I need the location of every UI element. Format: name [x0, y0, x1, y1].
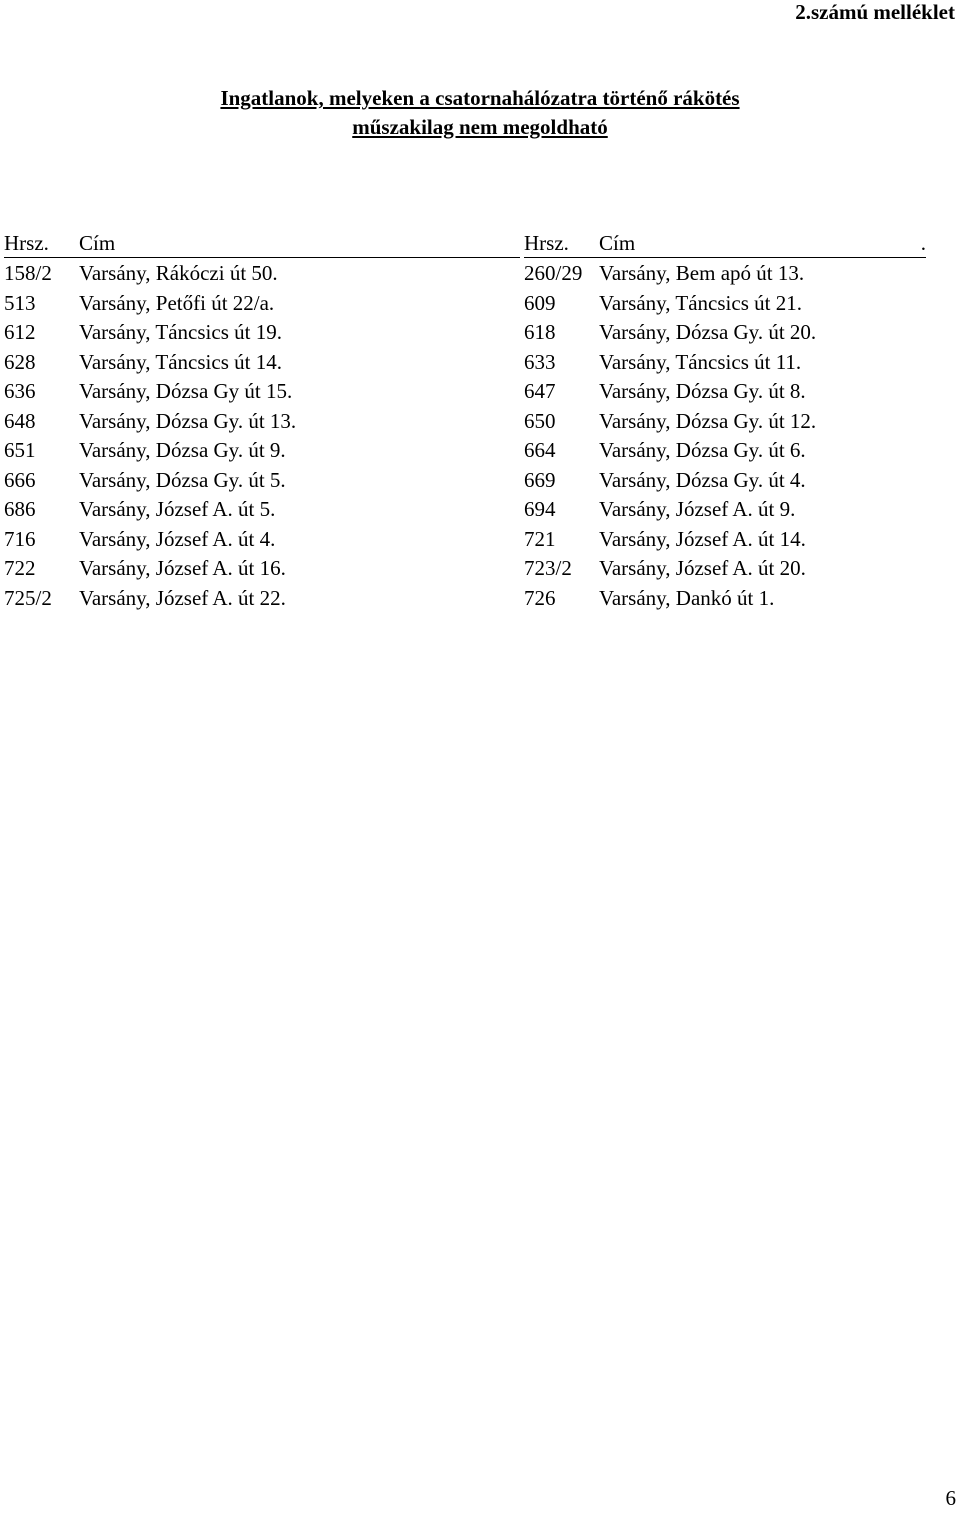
- address-cell: Varsány, József A. út 22.: [79, 585, 286, 610]
- right-table-header: [524, 229, 926, 258]
- address-cell: Varsány, Dózsa Gy. út 20.: [599, 320, 817, 344]
- table-row: [4, 289, 520, 319]
- table-row: [524, 318, 926, 348]
- hrsz-cell: 633: [524, 349, 556, 374]
- hrsz-cell: 260/29: [524, 261, 583, 285]
- hrsz-cell: 721: [524, 526, 556, 551]
- address-cell: Varsány, József A. út 5.: [79, 497, 276, 521]
- address-cell: Varsány, Dózsa Gy. út 4.: [599, 467, 806, 492]
- table-row: [4, 259, 520, 289]
- hrsz-cell: 723/2: [524, 556, 572, 580]
- table-row: [524, 436, 926, 466]
- hrsz-cell: 666: [4, 467, 36, 492]
- left-table-header: [4, 229, 520, 258]
- table-row: [4, 348, 520, 378]
- address-cell: Varsány, Dózsa Gy. út 5.: [79, 467, 286, 492]
- address-cell: Varsány, Táncsics út 11.: [599, 349, 802, 374]
- table-row: [4, 525, 520, 555]
- table-row: [4, 407, 520, 437]
- address-cell: Varsány, Dózsa Gy. út 12.: [599, 408, 817, 433]
- page-number: 6: [945, 1486, 956, 1510]
- address-cell: Varsány, József A. út 20.: [599, 556, 806, 580]
- hrsz-cell: 722: [4, 556, 36, 580]
- table-row: [524, 348, 926, 378]
- hrsz-cell: 726: [524, 585, 556, 610]
- table-row: [4, 554, 520, 584]
- hrsz-cell: 686: [4, 497, 36, 521]
- address-cell: Varsány, Dózsa Gy. út 6.: [599, 438, 806, 462]
- address-cell: Varsány, Táncsics út 19.: [79, 320, 282, 344]
- hrsz-cell: 628: [4, 349, 36, 374]
- address-cell: Varsány, József A. út 4.: [79, 526, 276, 551]
- right-header-cim: Cím: [599, 231, 636, 255]
- address-cell: Varsány, Táncsics út 21.: [599, 290, 802, 315]
- annex-label: 2.számú melléklet: [795, 0, 955, 24]
- table-row: [4, 377, 520, 407]
- hrsz-cell: 651: [4, 438, 36, 462]
- table-row: [524, 495, 926, 525]
- table-row: [4, 495, 520, 525]
- hrsz-cell: 609: [524, 290, 556, 315]
- right-property-table: [524, 229, 926, 613]
- hrsz-cell: 669: [524, 467, 556, 492]
- document-title-line-1: Ingatlanok, melyeken a csatornahálózatra történő rákötés: [220, 86, 740, 110]
- right-header-hrsz: Hrsz.: [524, 231, 569, 255]
- hrsz-cell: 725/2: [4, 585, 52, 610]
- table-row: [524, 584, 926, 614]
- hrsz-cell: 612: [4, 320, 36, 344]
- address-cell: Varsány, József A. út 14.: [599, 526, 806, 551]
- hrsz-cell: 618: [524, 320, 556, 344]
- table-row: [524, 554, 926, 584]
- address-cell: Varsány, József A. út 16.: [79, 556, 286, 580]
- hrsz-cell: 636: [4, 379, 36, 403]
- address-cell: Varsány, Dózsa Gy. út 13.: [79, 408, 297, 433]
- table-row: [4, 436, 520, 466]
- table-row: [4, 318, 520, 348]
- table-row: [524, 289, 926, 319]
- address-cell: Varsány, Dózsa Gy út 15.: [79, 379, 293, 403]
- hrsz-cell: 158/2: [4, 261, 52, 285]
- table-row: [4, 466, 520, 496]
- address-cell: Varsány, Dózsa Gy. út 9.: [79, 438, 286, 462]
- hrsz-cell: 716: [4, 526, 36, 551]
- table-row: [524, 466, 926, 496]
- address-cell: Varsány, Dózsa Gy. út 8.: [599, 379, 806, 403]
- address-cell: Varsány, Rákóczi út 50.: [79, 261, 278, 285]
- document-title-line-2: műszakilag nem megoldható: [352, 115, 608, 139]
- hrsz-cell: 647: [524, 379, 556, 403]
- table-row: [524, 525, 926, 555]
- hrsz-cell: 694: [524, 497, 556, 521]
- table-row: [4, 584, 520, 614]
- table-row: [524, 259, 926, 289]
- left-property-table: [4, 229, 520, 613]
- hrsz-cell: 648: [4, 408, 36, 433]
- left-header-cim: Cím: [79, 231, 116, 255]
- address-cell: Varsány, Táncsics út 14.: [79, 349, 282, 374]
- address-cell: Varsány, Petőfi út 22/a.: [79, 290, 275, 315]
- address-cell: Varsány, Dankó út 1.: [599, 585, 775, 610]
- address-cell: Varsány, Bem apó út 13.: [599, 261, 805, 285]
- hrsz-cell: 664: [524, 438, 556, 462]
- hrsz-cell: 650: [524, 408, 556, 433]
- table-row: [524, 407, 926, 437]
- address-cell: Varsány, József A. út 9.: [599, 497, 796, 521]
- hrsz-cell: 513: [4, 290, 36, 315]
- right-header-trailing-dot: .: [920, 231, 926, 255]
- table-row: [524, 377, 926, 407]
- left-header-hrsz: Hrsz.: [4, 231, 49, 255]
